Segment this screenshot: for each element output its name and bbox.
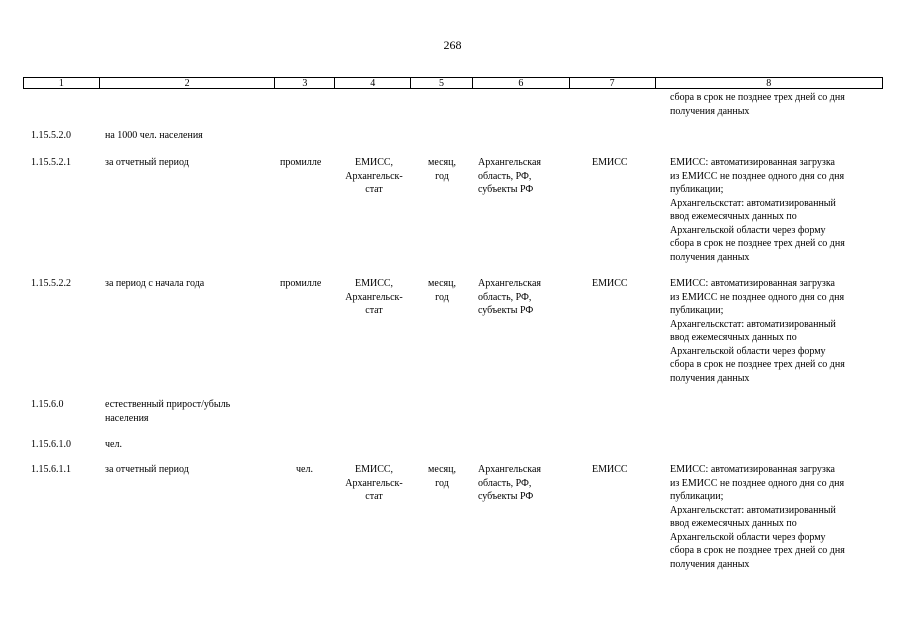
row-unit: чел. bbox=[296, 464, 313, 475]
row-code: 1.15.5.2.2 bbox=[31, 278, 71, 289]
row-code: 1.15.6.0 bbox=[31, 399, 64, 410]
column-header-5: 5 bbox=[411, 78, 473, 88]
row-system: ЕМИСС bbox=[592, 278, 628, 289]
row-system: ЕМИСС bbox=[592, 157, 628, 168]
row-level: Архангельская область, РФ, субъекты РФ bbox=[478, 278, 542, 316]
row-code: 1.15.6.1.1 bbox=[31, 464, 71, 475]
column-header-2: 2 bbox=[100, 78, 276, 88]
row-code: 1.15.5.2.1 bbox=[31, 157, 71, 168]
row-name: чел. bbox=[105, 439, 122, 450]
column-header-4: 4 bbox=[335, 78, 411, 88]
row-name: за отчетный период bbox=[105, 157, 189, 168]
row-unit: промилле bbox=[280, 157, 322, 168]
row-period: месяц, год bbox=[428, 464, 456, 489]
row-source: ЕМИСС, Архангельск- стат bbox=[345, 157, 403, 195]
column-header-6: 6 bbox=[473, 78, 570, 88]
row-unit: промилле bbox=[280, 278, 322, 289]
row-level: Архангельская область, РФ, субъекты РФ bbox=[478, 464, 542, 502]
column-header-7: 7 bbox=[570, 78, 656, 88]
row-name: за отчетный период bbox=[105, 464, 189, 475]
page-number: 268 bbox=[443, 38, 462, 52]
row-source: ЕМИСС, Архангельск- стат bbox=[345, 278, 403, 316]
column-header-1: 1 bbox=[24, 78, 100, 88]
row-name: естественный прирост/убыль населения bbox=[105, 399, 231, 424]
row-system: ЕМИСС bbox=[592, 464, 628, 475]
column-header-3: 3 bbox=[275, 78, 335, 88]
row-code: 1.15.5.2.0 bbox=[31, 130, 71, 141]
row-source: ЕМИСС, Архангельск- стат bbox=[345, 464, 403, 502]
continuation-text: сбора в срок не позднее трех дней со дня получения данных bbox=[670, 92, 845, 117]
row-name: за период с начала года bbox=[105, 278, 205, 289]
row-method: ЕМИСС: автоматизированная загрузка из ЕМИСС не позднее одного дня со дня публикации; Архангельскстат: автоматизированный ввод ежемесячных данных по Архангельской области через форму сбора в срок не позднее трех дней со дня получения данных bbox=[670, 278, 845, 384]
row-code: 1.15.6.1.0 bbox=[31, 439, 71, 450]
column-header-8: 8 bbox=[766, 78, 772, 89]
row-method: ЕМИСС: автоматизированная загрузка из ЕМИСС не позднее одного дня со дня публикации; Архангельскстат: автоматизированный ввод ежемесячных данных по Архангельской области через форму сбора в срок не позднее трех дней со дня получения данных bbox=[670, 157, 845, 263]
row-name: на 1000 чел. населения bbox=[105, 130, 203, 141]
row-period: месяц, год bbox=[428, 278, 456, 303]
row-method: ЕМИСС: автоматизированная загрузка из ЕМИСС не позднее одного дня со дня публикации; Архангельскстат: автоматизированный ввод ежемесячных данных по Архангельской области через форму сбора в срок не позднее трех дней со дня получения данных bbox=[670, 464, 845, 570]
row-period: месяц, год bbox=[428, 157, 456, 182]
table-header-row bbox=[23, 77, 883, 89]
row-level: Архангельская область, РФ, субъекты РФ bbox=[478, 157, 542, 195]
